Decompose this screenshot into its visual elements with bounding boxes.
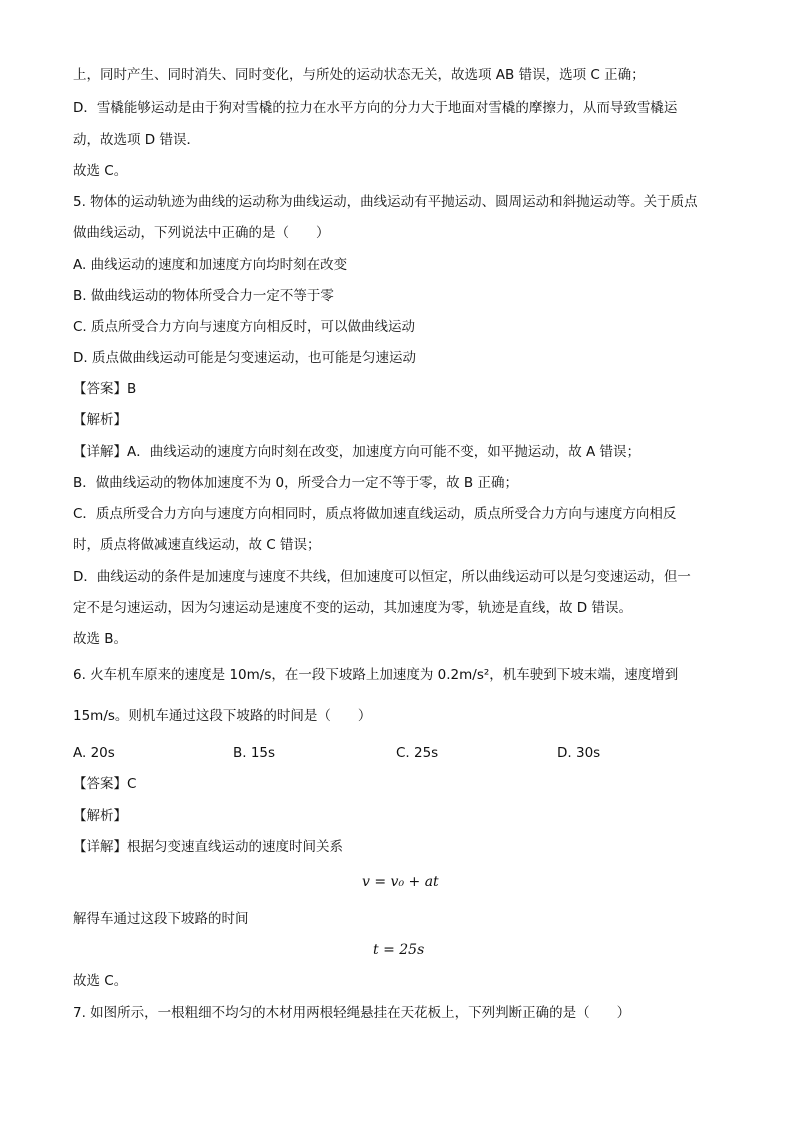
detail-line: 【详解】A．曲线运动的速度方向时刻在改变，加速度方向可能不变，如平抛运动，故 A 错误；: [73, 444, 641, 460]
option-c: C. 25s: [396, 745, 439, 761]
option-c: C. 质点所受合力方向与速度方向相反时，可以做曲线运动: [73, 319, 416, 335]
text-line: 动，故选项 D 错误．: [73, 132, 200, 148]
text-line: 解得车通过这段下坡路的时间: [73, 911, 249, 927]
text-line: D．雪橇能够运动是由于狗对雪橇的拉力在水平方向的分力大于地面对雪橇的摩擦力，从而导致雪橇运: [73, 100, 678, 116]
detail-line: B．做曲线运动的物体加速度不为 0，所受合力一定不等于零，故 B 正确；: [73, 475, 518, 491]
answer-label: 【答案】B: [73, 381, 137, 397]
question-7-stem: 7. 如图所示，一根粗细不均匀的木材用两根轻绳悬挂在天花板上，下列判断正确的是（ ）: [73, 1005, 631, 1021]
question-5-stem: 做曲线运动，下列说法中正确的是（ ）: [73, 225, 330, 241]
detail-line: 定不是匀速运动，因为匀速运动是速度不变的运动，其加速度为零，轨迹是直线，故 D 错误。: [73, 600, 632, 616]
text-line: 故选 C。: [73, 973, 128, 989]
option-d: D. 质点做曲线运动可能是匀变速运动，也可能是匀速运动: [73, 350, 416, 366]
option-b: B. 做曲线运动的物体所受合力一定不等于零: [73, 288, 334, 304]
text-line: 上，同时产生、同时消失、同时变化，与所处的运动状态无关，故选项 AB 错误，选项 C 正确；: [73, 67, 645, 83]
detail-line: 时，质点将做减速直线运动，故 C 错误；: [73, 537, 321, 553]
option-b: B. 15s: [233, 745, 276, 761]
detail-line: 【详解】根据匀变速直线运动的速度时间关系: [73, 839, 343, 855]
text-line: 故选 C。: [73, 163, 128, 179]
option-a: A. 曲线运动的速度和加速度方向均时刻在改变: [73, 257, 348, 273]
question-6-stem: 15m/s。则机车通过这段下坡路的时间是（ ）: [73, 708, 372, 724]
detail-line: D．曲线运动的条件是加速度与速度不共线，但加速度可以恒定，所以曲线运动可以是匀变速运动，但一: [73, 569, 691, 585]
option-d: D. 30s: [557, 745, 601, 761]
equation: v = v₀ + at: [362, 874, 439, 890]
answer-label: 【答案】C: [73, 776, 137, 792]
question-6-stem: 6. 火车机车原来的速度是 10m/s，在一段下坡路上加速度为 0.2m/s²，机车驶到下坡末端，速度增到: [73, 667, 679, 683]
equation: t = 25s: [373, 942, 425, 958]
analysis-label: 【解析】: [73, 412, 127, 428]
option-a: A. 20s: [73, 745, 115, 761]
detail-line: C．质点所受合力方向与速度方向相同时，质点将做加速直线运动，质点所受合力方向与速度方向相反: [73, 506, 677, 522]
text-line: 故选 B。: [73, 631, 128, 647]
analysis-label: 【解析】: [73, 808, 127, 824]
question-5-stem: 5. 物体的运动轨迹为曲线的运动称为曲线运动，曲线运动有平抛运动、圆周运动和斜抛运动等。关于质点: [73, 194, 698, 210]
